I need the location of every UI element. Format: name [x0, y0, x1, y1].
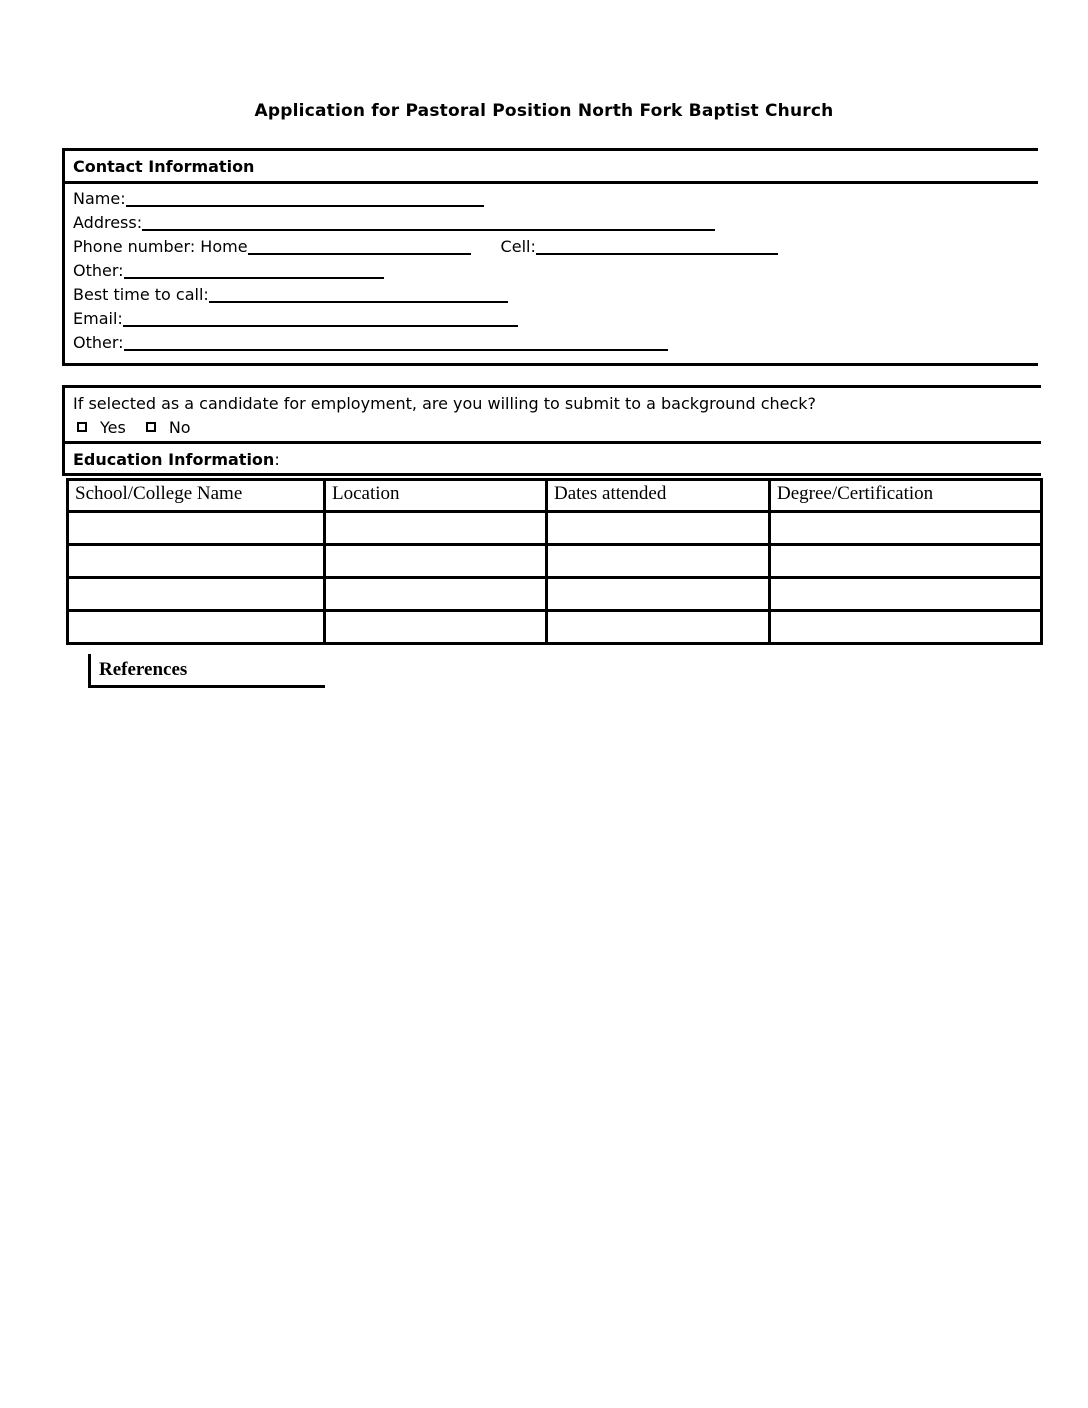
- education-heading: Education Information: [73, 450, 275, 469]
- education-cell[interactable]: [547, 578, 770, 611]
- other-phone-label: Other:: [73, 261, 124, 280]
- other-phone-input-line[interactable]: [124, 263, 384, 279]
- contact-fields: [65, 184, 1038, 363]
- background-check-options: [73, 416, 1033, 438]
- background-check-question-area: [65, 388, 1041, 444]
- education-cell[interactable]: [770, 512, 1042, 545]
- education-row-1: [68, 512, 1042, 545]
- education-cell[interactable]: [547, 512, 770, 545]
- education-cell[interactable]: [68, 611, 325, 644]
- other-contact-row: [73, 331, 1030, 355]
- cell-phone-input-line[interactable]: [536, 239, 778, 255]
- education-cell[interactable]: [770, 545, 1042, 578]
- yes-label: Yes: [100, 417, 126, 437]
- header-location: Location: [325, 480, 547, 512]
- best-time-row: [73, 283, 1030, 307]
- other-contact-label: Other:: [73, 333, 124, 352]
- no-label: No: [168, 417, 191, 437]
- email-label: Email:: [73, 309, 123, 328]
- education-cell[interactable]: [325, 512, 547, 545]
- background-check-section: [62, 385, 1041, 476]
- background-check-question: If selected as a candidate for employment, are you willing to submit to a background check?: [73, 394, 817, 413]
- other-phone-row: [73, 259, 1030, 283]
- education-table: [66, 478, 1043, 645]
- education-cell[interactable]: [68, 578, 325, 611]
- address-label: Address:: [73, 213, 143, 232]
- education-row-2: [68, 545, 1042, 578]
- education-cell[interactable]: [325, 545, 547, 578]
- phone-label: Phone number:: [73, 237, 196, 256]
- education-header-row: [68, 480, 1042, 512]
- name-label: Name:: [73, 189, 126, 208]
- education-cell[interactable]: [547, 545, 770, 578]
- best-time-input-line[interactable]: [209, 287, 508, 303]
- header-school-college-name: School/College Name: [68, 480, 325, 512]
- yes-checkbox[interactable]: [77, 422, 87, 432]
- header-dates-attended: Dates attended: [547, 480, 770, 512]
- references-heading: References: [99, 659, 188, 680]
- phone-row: [73, 235, 1030, 259]
- education-heading-colon: :: [274, 450, 280, 469]
- name-row: [73, 187, 1030, 211]
- home-label: Home: [200, 237, 248, 256]
- education-cell[interactable]: [325, 611, 547, 644]
- best-time-label: Best time to call:: [73, 285, 209, 304]
- education-cell[interactable]: [68, 512, 325, 545]
- address-row: [73, 211, 1030, 235]
- home-phone-input-line[interactable]: [248, 239, 471, 255]
- email-input-line[interactable]: [123, 311, 518, 327]
- other-contact-input-line[interactable]: [124, 335, 668, 351]
- education-cell[interactable]: [68, 545, 325, 578]
- education-cell[interactable]: [770, 611, 1042, 644]
- education-cell[interactable]: [770, 578, 1042, 611]
- education-cell[interactable]: [325, 578, 547, 611]
- header-degree-certification: Degree/Certification: [770, 480, 1042, 512]
- contact-heading: Contact Information: [65, 151, 1038, 184]
- education-heading-row: [65, 444, 1041, 473]
- education-row-3: [68, 578, 1042, 611]
- email-row: [73, 307, 1030, 331]
- name-input-line[interactable]: [126, 191, 484, 207]
- contact-information-section: [62, 148, 1038, 366]
- education-cell[interactable]: [547, 611, 770, 644]
- education-row-4: [68, 611, 1042, 644]
- references-section: [88, 654, 325, 688]
- no-checkbox[interactable]: [146, 422, 156, 432]
- page-title: Application for Pastoral Position North Fork Baptist Church: [254, 101, 834, 121]
- cell-label: Cell:: [500, 237, 536, 256]
- address-input-line[interactable]: [142, 215, 715, 231]
